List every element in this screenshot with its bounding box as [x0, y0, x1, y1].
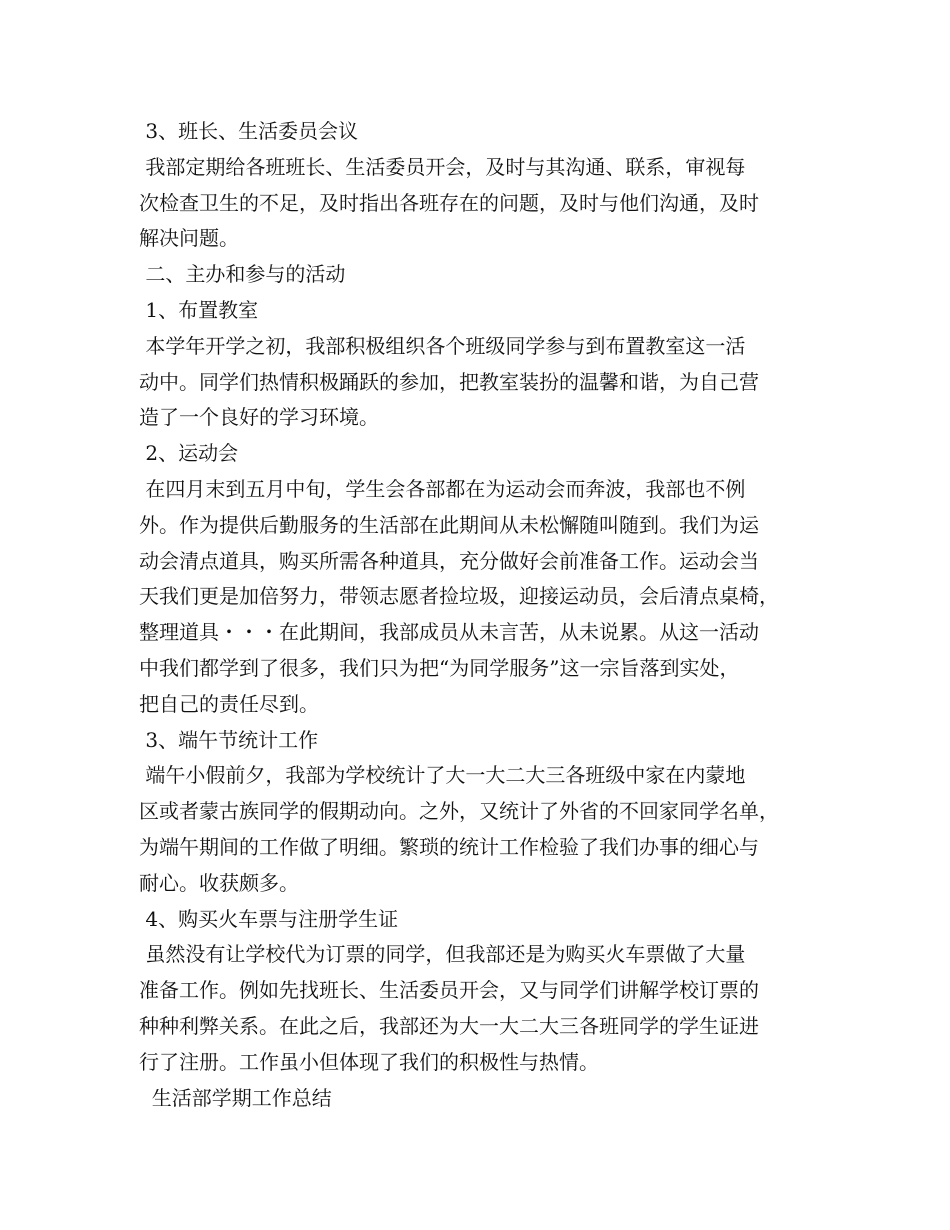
paragraph-line: 区或者蒙古族同学的假期动向。之外，又统计了外省的不回家同学名单， [139, 799, 779, 824]
paragraph-line: 解决问题。 [139, 226, 239, 251]
paragraph-line: 造了一个良好的学习环境。 [139, 405, 379, 430]
paragraph-line: 动会清点道具，购买所需各种道具，充分做好会前准备工作。运动会当 [139, 548, 759, 573]
paragraph-line: 天我们更是加倍努力，带领志愿者捡垃圾，迎接运动员，会后清点桌椅， [139, 584, 779, 609]
section-heading: 2、运动会 [139, 441, 239, 466]
paragraph-line: 外。作为提供后勤服务的生活部在此期间从未松懈随叫随到。我们为运 [139, 512, 759, 537]
paragraph-line: 行了注册。工作虽小但体现了我们的积极性与热情。 [139, 1049, 599, 1074]
paragraph-line: 端午小假前夕，我部为学校统计了大一大二大三各班级中家在内蒙地 [139, 763, 746, 788]
document-body [139, 114, 819, 1116]
section-heading: 二、主办和参与的活动 [139, 262, 346, 287]
paragraph-line: 整理道具・・・在此期间，我部成员从未言苦，从未说累。从这一活动 [139, 620, 759, 645]
paragraph-line: 种种利弊关系。在此之后，我部还为大一大二大三各班同学的学生证进 [139, 1013, 759, 1038]
paragraph-line: 中我们都学到了很多，我们只为把“为同学服务”这一宗旨落到实处， [139, 655, 740, 680]
paragraph-line: 我部定期给各班班长、生活委员开会，及时与其沟通、联系，审视每 [139, 154, 746, 179]
paragraph-line: 在四月末到五月中旬，学生会各部都在为运动会而奔波，我部也不例 [139, 476, 746, 501]
document-title: 生活部学期工作总结 [139, 1085, 332, 1110]
section-heading: 3、班长、生活委员会议 [139, 119, 359, 143]
paragraph-line: 次检查卫生的不足，及时指出各班存在的问题，及时与他们沟通，及时 [139, 190, 759, 215]
section-heading: 4、购买火车票与注册学生证 [139, 906, 399, 931]
paragraph-line: 耐心。收获颇多。 [139, 870, 299, 895]
paragraph-line: 本学年开学之初，我部积极组织各个班级同学参与到布置教室这一活 [139, 333, 746, 358]
section-heading: 1、布置教室 [139, 297, 259, 322]
paragraph-line: 准备工作。例如先找班长、生活委员开会，又与同学们讲解学校订票的 [139, 978, 759, 1003]
section-heading: 3、端午节统计工作 [139, 727, 319, 752]
paragraph-line: 把自己的责任尽到。 [139, 691, 319, 716]
paragraph-line: 虽然没有让学校代为订票的同学，但我部还是为购买火车票做了大量 [139, 942, 746, 967]
paragraph-line: 动中。同学们热情积极踊跃的参加，把教室装扮的温馨和谐，为自己营 [139, 369, 759, 394]
paragraph-line: 为端午期间的工作做了明细。繁琐的统计工作检验了我们办事的细心与 [139, 834, 759, 859]
